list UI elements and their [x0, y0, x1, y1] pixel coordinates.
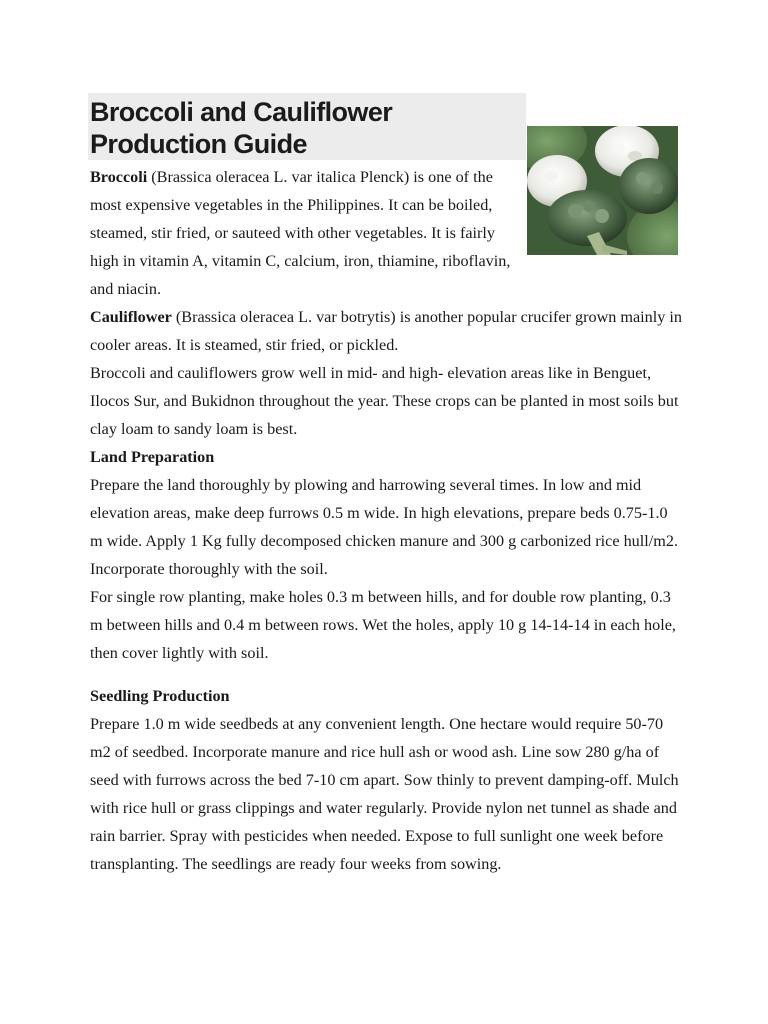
section-spacer: [90, 667, 682, 682]
land-preparation-paragraph-2: For single row planting, make holes 0.3 m between hills, and for double row planting, 0.3 m between hills and 0.4 m between rows. Wet the holes, apply 10 g 14-14-14 in each hole, then cover lightly with soil.: [90, 588, 676, 662]
land-preparation-paragraph-1: Prepare the land thoroughly by plowing and harrowing several times. In low and mid elevation areas, make deep furrows 0.5 m wide. In high elevations, prepare beds 0.75-1.0 m wide. Apply 1 Kg fully decomposed chicken manure and 300 g carbonized rice hull/m2. Incorporate thoroughly with the soil.: [90, 476, 678, 578]
document-body: [90, 163, 682, 878]
title-line-1: Broccoli and Cauliflower: [90, 97, 393, 127]
document-title: [90, 96, 510, 160]
seedling-production-heading: Seedling Production: [90, 687, 230, 705]
cauliflower-text: (Brassica oleracea L. var botrytis) is another popular crucifer grown mainly in cooler areas. It is steamed, stir fried, or pickled.: [90, 308, 682, 354]
title-line-2: Production Guide: [90, 129, 307, 159]
broccoli-lead: Broccoli: [90, 168, 148, 186]
broccoli-paragraph: [90, 163, 522, 303]
seedling-production-paragraph: Prepare 1.0 m wide seedbeds at any convenient length. One hectare would require 50-70 m2 of seedbed. Incorporate manure and rice hull ash or wood ash. Line sow 280 g/ha of seed with furrows across the bed 7-10 cm apart. Sow thinly to prevent damping-off. Mulch with rice hull or grass clippings and water regularly. Provide nylon net tunnel as shade and rain barrier. Spray with pesticides when needed. Expose to full sunlight one week before transplanting. The seedlings are ready four weeks from sowing.: [90, 715, 679, 873]
growing-paragraph: Broccoli and cauliflowers grow well in mid- and high- elevation areas like in Benguet, Ilocos Sur, and Bukidnon throughout the year. These crops can be planted in most soils but clay loam to sandy loam is best.: [90, 364, 679, 438]
broccoli-text: (Brassica oleracea L. var italica Plenck) is one of the most expensive vegetables in the Philippines. It can be boiled, steamed, stir fried, or sauteed with other vegetables. It is fairly high in vitamin A, vitamin C, calcium, iron, thiamine, riboflavin, and niacin.: [90, 168, 511, 298]
land-preparation-heading: Land Preparation: [90, 448, 215, 466]
cauliflower-paragraph: [90, 303, 682, 359]
cauliflower-lead: Cauliflower: [90, 308, 172, 326]
